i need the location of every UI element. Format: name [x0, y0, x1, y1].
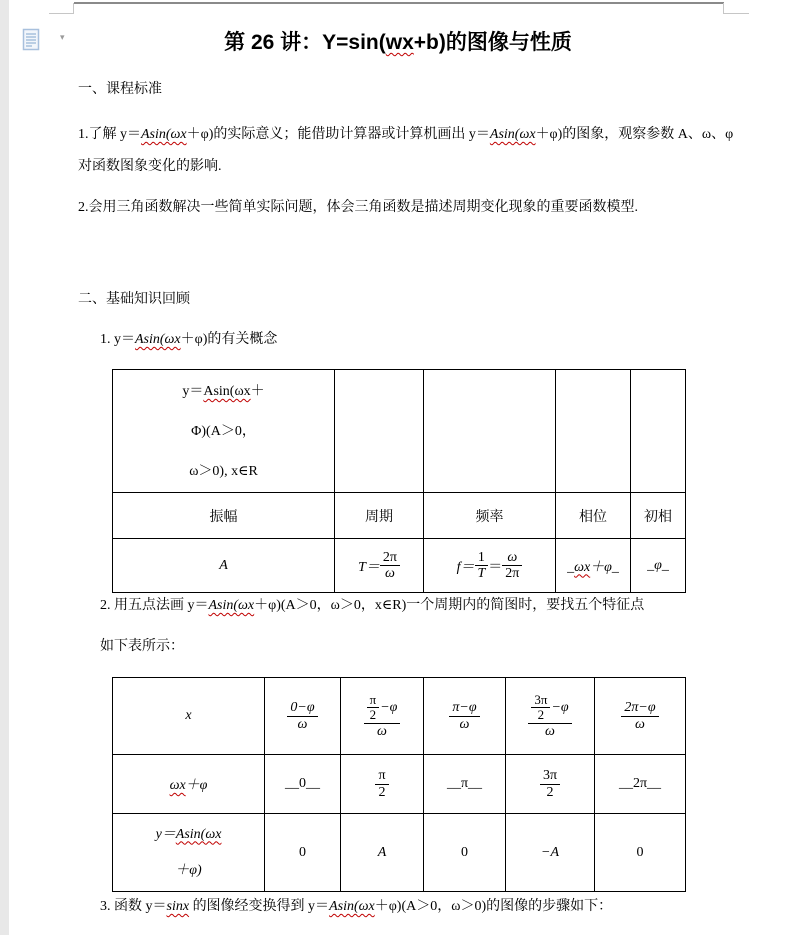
corner-mark-right-horizontal	[724, 13, 749, 14]
nested-fraction	[531, 693, 550, 723]
text-run: ＋φ)的实际意义；能借助计算器或计算机画出 y＝	[186, 127, 490, 142]
fraction-denominator: ω	[297, 716, 308, 732]
fraction-numerator: π	[375, 768, 388, 784]
fraction-denominator: 2π	[505, 566, 520, 581]
y-value-cell-3: 0	[424, 814, 506, 892]
item-1-heading	[100, 331, 277, 349]
x-value-cell-3	[424, 678, 506, 755]
fraction	[380, 550, 400, 582]
equals-sign: ＝	[488, 559, 503, 575]
formula-spellcheck-segment: Asin(ωx	[141, 127, 187, 142]
fraction	[375, 768, 388, 800]
fraction-denominator: 2	[378, 784, 386, 800]
x-value-cell-2	[341, 678, 424, 755]
formula-spellcheck-segment: Asin(ωx	[203, 384, 251, 399]
empty-cell	[424, 370, 556, 493]
phase-value-cell-3: __π__	[424, 755, 506, 814]
concept-cell	[113, 370, 335, 493]
y-value-cell-4: −A	[506, 814, 595, 892]
text-run: ＋φ)的图象，观察参数 A、ω、φ	[535, 127, 734, 142]
phase-value-cell-4	[506, 755, 595, 814]
phase-value-cell-2	[341, 755, 424, 814]
text-run: 3. 函数 y＝	[100, 899, 167, 914]
fraction-numerator: 2π−φ	[621, 700, 658, 716]
formula-spellcheck-segment: sinx	[166, 899, 190, 914]
y-value-cell-1: 0	[265, 814, 341, 892]
formula-spellcheck-segment: Asin(ωx	[175, 826, 222, 842]
text-run: ＋φ)(A＞0，ω＞0，x∈R)一个周期内的简图时，要找五个特征点	[254, 598, 645, 613]
concept-line-2: Φ)(A＞0，	[191, 424, 256, 439]
fraction	[449, 700, 479, 732]
phase-row-header-cell	[113, 755, 265, 814]
text-run: ＋φ)的有关概念	[180, 332, 278, 347]
y-formula-line-2: ＋φ)	[175, 862, 202, 878]
fraction-numerator: 3π	[531, 693, 550, 708]
text-run: 1.了解 y＝	[78, 127, 141, 142]
fraction	[502, 550, 522, 582]
text-run: y＝	[182, 384, 204, 399]
text-run: 的图像经变换得到 y＝	[189, 899, 330, 914]
text-run: ＋φ)(A＞0，ω＞0)的图像的步骤如下：	[374, 899, 613, 914]
section-heading-knowledge-review: 二、基础知识回顾	[78, 292, 190, 307]
y-value-cell-5: 0	[595, 814, 686, 892]
corner-mark-left-horizontal	[49, 13, 74, 14]
empty-cell	[335, 370, 424, 493]
fraction-numerator: 0−φ	[287, 700, 317, 716]
empty-cell	[556, 370, 631, 493]
blank-underscore: _	[567, 559, 575, 575]
formula-spellcheck-segment: Asin(ωx	[135, 332, 181, 347]
amplitude-value-cell: A	[113, 539, 335, 593]
corner-mark-left-vertical	[73, 3, 74, 14]
fraction-numerator: 3π	[540, 768, 560, 784]
formula-prefix: T＝	[358, 559, 380, 575]
text-run: ＋	[250, 384, 265, 399]
fraction-numerator: π−φ	[449, 700, 479, 716]
concept-line-3: ω＞0), x∈R	[189, 464, 258, 479]
fraction-denominator: ω	[459, 716, 470, 732]
item-2-continuation: 如下表所示：	[100, 639, 184, 654]
y-row-header-cell	[113, 814, 265, 892]
formula-spellcheck-segment: Asin(ωx	[489, 127, 536, 142]
concept-line-1	[113, 372, 334, 412]
title-text: +b)的图像与性质	[413, 31, 572, 54]
period-header-cell: 周期	[335, 493, 424, 539]
page-title	[0, 26, 796, 56]
fraction-denominator: 2	[369, 707, 377, 723]
blank-underscore: _	[611, 559, 619, 575]
nested-fraction	[367, 693, 380, 723]
item-2-heading	[100, 597, 644, 615]
y-formula-line-1	[113, 817, 264, 853]
fraction-denominator: ω	[384, 566, 395, 581]
page-top-edge-line	[74, 2, 724, 4]
formula-spellcheck-segment: Asin(ωx	[329, 899, 375, 914]
amplitude-header-cell: 振幅	[113, 493, 335, 539]
fraction	[287, 700, 317, 732]
formula-spellcheck-segment: ωx	[574, 559, 591, 575]
fraction-numerator: ω	[502, 550, 522, 566]
phase-value-cell-5: __2π__	[595, 755, 686, 814]
concepts-table	[112, 369, 686, 593]
x-row-header-cell: x	[113, 678, 265, 755]
fraction-numerator: π	[367, 693, 380, 708]
five-points-table	[112, 677, 686, 892]
text-run: ＋φ	[185, 778, 208, 793]
corner-mark-right-vertical	[723, 3, 724, 14]
fraction-denominator: 2	[546, 784, 554, 800]
initial-phase-header-cell: 初相	[631, 493, 686, 539]
text-run: 2. 用五点法画 y＝	[100, 598, 209, 613]
formula-prefix: f＝	[456, 559, 475, 575]
fraction-denominator: ω	[545, 723, 555, 739]
x-value-cell-5	[595, 678, 686, 755]
phase-header-cell: 相位	[556, 493, 631, 539]
paragraph-1-line-1	[78, 126, 733, 144]
x-value-cell-4	[506, 678, 595, 755]
x-value-cell-1	[265, 678, 341, 755]
period-value-cell	[335, 539, 424, 593]
phase-value-cell	[556, 539, 631, 593]
fraction-denominator: ω	[635, 716, 645, 732]
fraction-denominator: 2	[537, 707, 545, 723]
fraction	[540, 768, 560, 800]
app-background-strip	[0, 0, 9, 935]
formula-spellcheck-segment: ωx	[169, 778, 186, 793]
empty-cell	[631, 370, 686, 493]
phase-value-cell-1: __0__	[265, 755, 341, 814]
formula-spellcheck-segment: Asin(ωx	[208, 598, 255, 613]
fraction	[475, 550, 489, 582]
fraction-numerator: 1	[475, 550, 489, 566]
text-run: 1. y＝	[100, 332, 135, 347]
fraction-denominator: ω	[377, 723, 387, 739]
dropdown-arrow-icon: ▾	[60, 32, 65, 42]
title-text: 第 26 讲：Y=sin(	[224, 31, 386, 54]
fraction	[364, 693, 401, 739]
frequency-header-cell: 频率	[424, 493, 556, 539]
fraction-denominator: T	[477, 566, 486, 581]
initial-phase-value-cell: _φ_	[631, 539, 686, 593]
paragraph-1-line-2: 对函数图象变化的影响.	[78, 159, 222, 174]
section-heading-course-standard: 一、课程标准	[78, 82, 162, 97]
text-run: −φ	[380, 700, 398, 716]
fraction	[621, 700, 658, 732]
fraction	[528, 693, 571, 739]
item-3-heading	[100, 898, 612, 916]
text-run: y＝	[155, 826, 176, 842]
fraction-numerator: 2π	[380, 550, 400, 566]
title-spellcheck-segment: wx	[385, 31, 414, 54]
text-run: ＋φ	[590, 559, 612, 575]
text-run: −φ	[551, 700, 569, 716]
y-value-cell-2: A	[341, 814, 424, 892]
paragraph-2: 2.会用三角函数解决一些简单实际问题，体会三角函数是描述周期变化现象的重要函数模型.	[78, 200, 638, 215]
frequency-value-cell	[424, 539, 556, 593]
